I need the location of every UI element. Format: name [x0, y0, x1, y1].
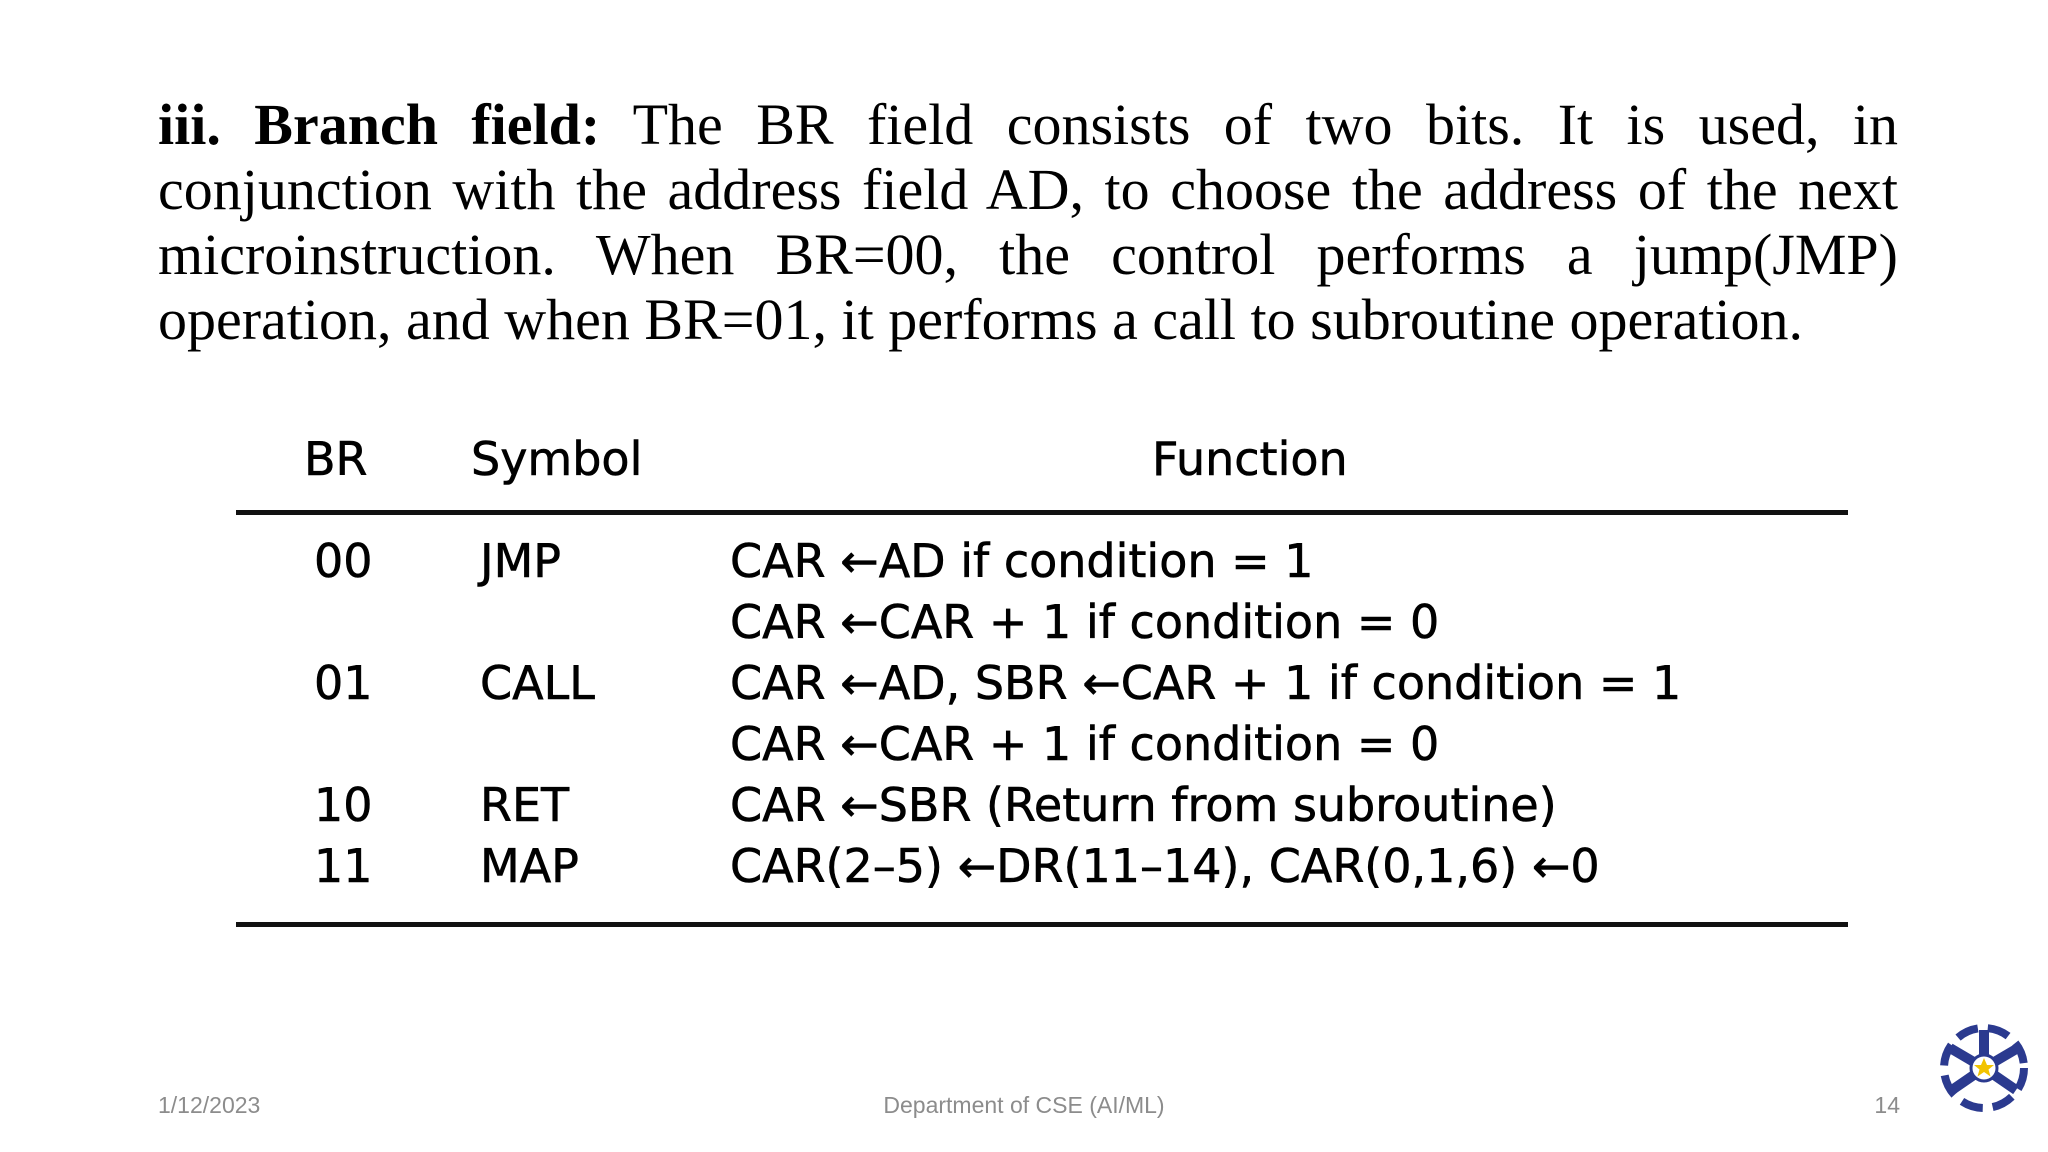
footer-page-number: 14 — [1874, 1092, 1900, 1118]
header-function: Function — [1152, 432, 1348, 486]
row-6-function: CAR(2–5) ←DR(11–14), CAR(0,1,6) ←0 — [730, 839, 1600, 893]
footer-date: 1/12/2023 — [158, 1092, 261, 1118]
row-5-symbol: RET — [480, 778, 570, 832]
row-5-function: CAR ←SBR (Return from subroutine) — [730, 778, 1557, 832]
row-1-br: 00 — [314, 534, 373, 588]
header-symbol: Symbol — [471, 432, 643, 486]
footer-department: Department of CSE (AI/ML) — [883, 1092, 1165, 1118]
institution-logo-icon — [1940, 1024, 2028, 1112]
row-6-br: 11 — [314, 839, 373, 893]
row-2-function: CAR ←CAR + 1 if condition = 0 — [730, 595, 1440, 649]
row-5-br: 10 — [314, 778, 373, 832]
paragraph-lead: iii. Branch field: — [158, 92, 601, 157]
row-4-function: CAR ←CAR + 1 if condition = 0 — [730, 717, 1440, 771]
table-top-rule — [236, 510, 1848, 515]
branch-table — [236, 418, 1848, 938]
row-3-symbol: CALL — [480, 656, 595, 710]
table-bottom-rule — [236, 922, 1848, 927]
row-6-symbol: MAP — [480, 839, 579, 893]
branch-field-paragraph — [158, 92, 1898, 352]
row-1-function: CAR ←AD if condition = 1 — [730, 534, 1314, 588]
paragraph-text: The BR field consists of two bits. It is used, in conjunction with the address field AD, to choose the address of the next microinstruction. When BR=00, the control performs a jump(JMP) operation, and when BR=01, it performs a call to subroutine operation. — [158, 92, 1898, 352]
row-1-symbol: JMP — [480, 534, 561, 588]
row-3-function: CAR ←AD, SBR ←CAR + 1 if condition = 1 — [730, 656, 1682, 710]
header-br: BR — [304, 432, 368, 486]
row-3-br: 01 — [314, 656, 373, 710]
